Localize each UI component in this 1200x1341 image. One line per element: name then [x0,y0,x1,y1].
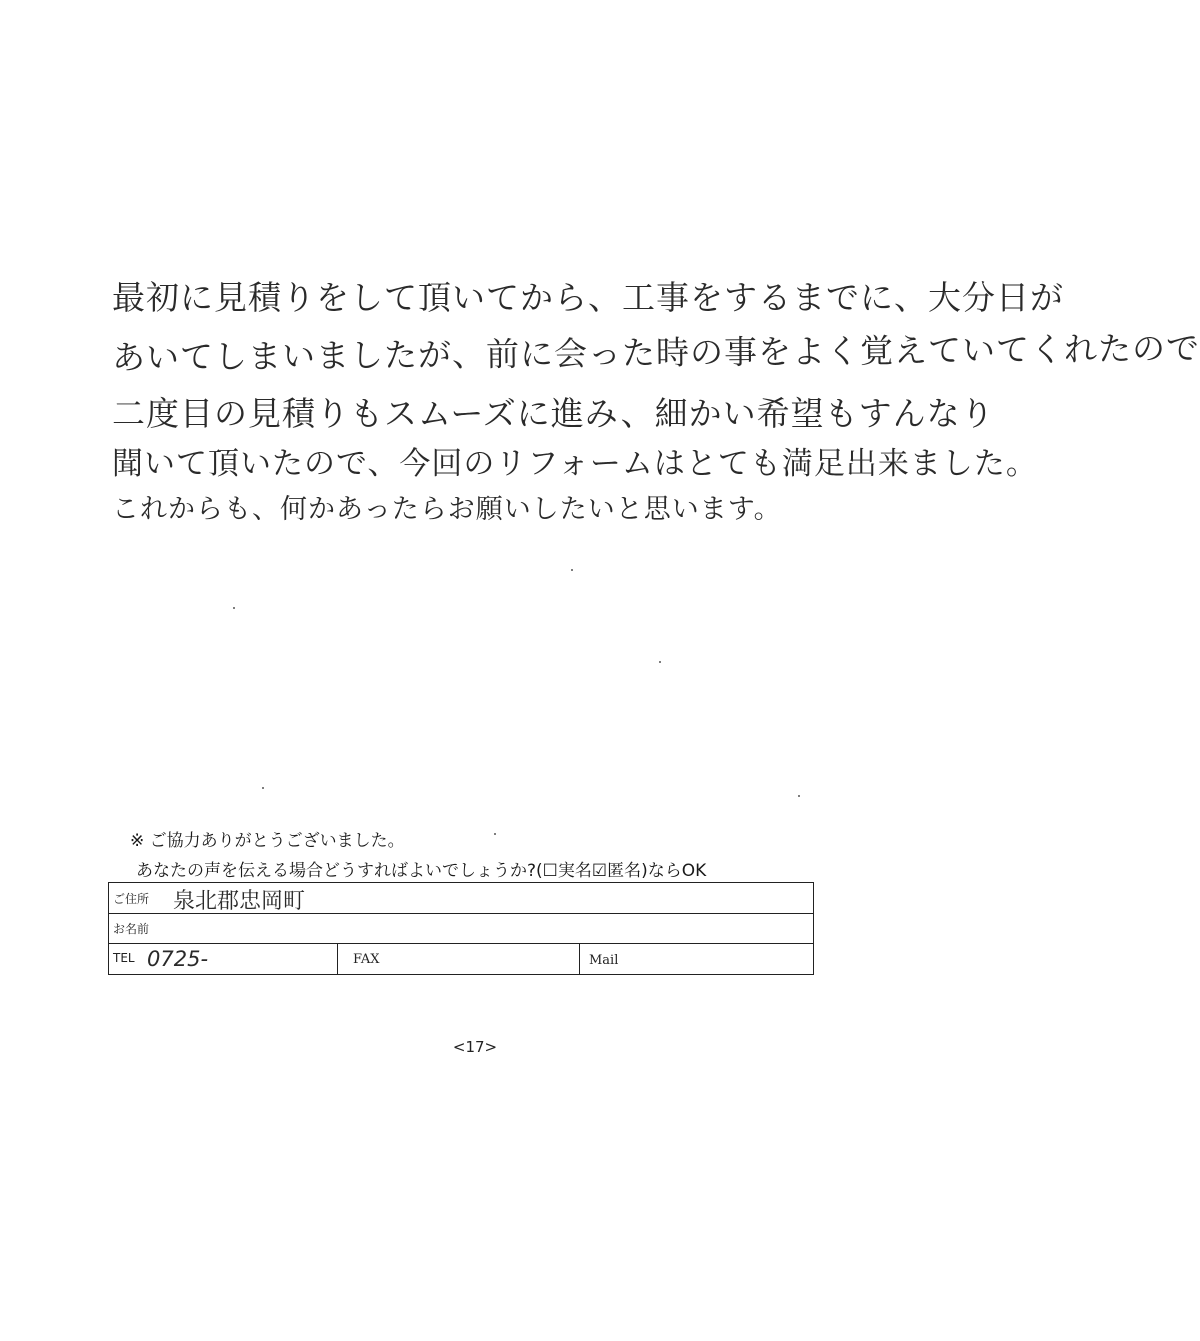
form-row-divider [109,943,813,944]
handwritten-line-3: 二度目の見積りもスムーズに進み、細かい希望もすんなり [112,394,995,433]
scan-speck [233,607,235,609]
scan-speck [798,795,800,797]
scan-speck [494,833,496,835]
form-column-divider [579,943,580,974]
scan-speck [262,787,264,789]
thanks-notice: ※ ご協力ありがとうございました。 [130,831,405,851]
tel-field[interactable]: 0725- [147,947,209,971]
fax-label: FAX [353,952,380,967]
handwritten-line-5: これからも、何かあったらお願いしたいと思います。 [112,494,782,525]
address-label: ご住所 [113,892,150,906]
publish-question: あなたの声を伝える場合どうすればよいでしょうか?(☐実名☑匿名)ならOK [136,861,707,881]
page-number: <17> [452,1038,498,1056]
scan-speck [659,661,661,663]
address-field[interactable]: 泉北郡忠岡町 [173,889,306,914]
tel-label: TEL [113,951,135,965]
mail-label: Mail [589,953,619,968]
scan-speck [571,569,573,571]
contact-form-table [108,882,814,975]
handwritten-line-1: 最初に見積りをして頂いてから、工事をするまでに、大分日が [112,278,1064,317]
handwritten-line-2: あいてしまいましたが、前に会った時の事をよく覚えていてくれたので [111,328,1200,377]
handwritten-line-4: 聞いて頂いたので、今回のリフォームはとても満足出来ました。 [112,446,1038,482]
name-label: お名前 [113,922,150,936]
form-column-divider [337,943,338,974]
